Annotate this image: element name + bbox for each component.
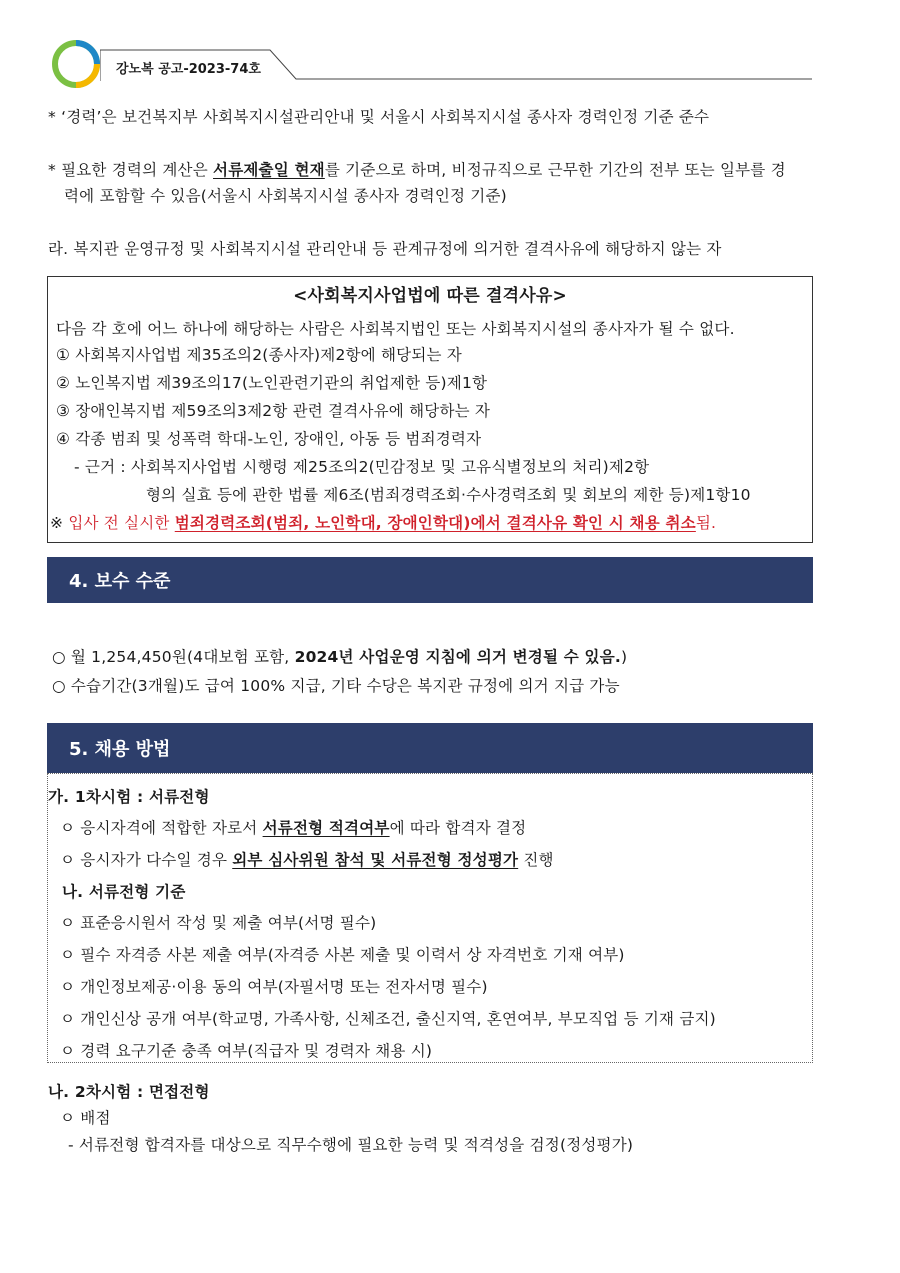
criminal-check-emphasis: 범죄경력조회(범죄, 노인학대, 장애인학대)에서 결격사유 확인 시 채용 취소 — [174, 514, 696, 532]
salary-change-emphasis: 2024년 사업운영 지침에 의거 변경될 수 있음. — [294, 648, 621, 666]
salary-line-2: ○ 수습기간(3개월)도 급여 100% 지급, 기타 수당은 복지관 규정에 의거 지급 가능 — [52, 677, 620, 695]
first-exam-item-2: ㅇ 응시자가 다수일 경우 외부 심사위원 참석 및 서류전형 정성평가 진행 — [60, 851, 554, 869]
legal-basis-1: - 근거 : 사회복지사업법 시행령 제25조의2(민감정보 및 고유식별정보의 처리)제2항 — [74, 458, 650, 476]
section-5-header — [47, 723, 813, 773]
external-reviewer-emphasis: 외부 심사위원 참석 및 서류전형 정성평가 — [232, 851, 519, 869]
note-mark: ※ — [50, 514, 64, 532]
screening-criteria-title: 나. 서류전형 기준 — [62, 883, 186, 901]
career-note-2: * 필요한 경력의 계산은 서류제출일 현재를 기준으로 하며, 비정규직으로 근무한 기간의 전부 또는 일부를 경 — [48, 161, 786, 179]
salary-line-1: ○ 월 1,254,450원(4대보험 포함, 2024년 사업운영 지침에 의거 변경될 수 있음.) — [52, 648, 628, 666]
criteria-item-1: ㅇ 표준응시원서 작성 및 제출 여부(서명 필수) — [60, 914, 377, 932]
disqualification-warning: ※ 입사 전 실시한 범죄경력조회(범죄, 노인학대, 장애인학대)에서 결격사유 확인 시 채용 취소됨. — [50, 514, 717, 532]
disqualification-item-4: ④ 각종 범죄 및 성폭력 학대-노인, 장애인, 아동 등 범죄경력자 — [56, 430, 482, 448]
submission-date-emphasis: 서류제출일 현재 — [213, 161, 325, 179]
second-exam-title: 나. 2차시험 : 면접전형 — [48, 1083, 210, 1101]
career-note-3: 력에 포함할 수 있음(서울시 사회복지시설 종사자 경력인정 기준) — [64, 187, 507, 205]
item-ra: 라. 복지관 운영규정 및 사회복지시설 관리안내 등 관계규정에 의거한 결격사유에 해당하지 않는 자 — [48, 240, 722, 258]
disqualification-title: <사회복지사업법에 따른 결격사유> — [293, 286, 567, 306]
screening-eligibility-emphasis: 서류전형 적격여부 — [262, 819, 390, 837]
section-4-header — [47, 557, 813, 603]
criteria-item-3: ㅇ 개인정보제공·이용 동의 여부(자필서명 또는 전자서명 필수) — [60, 978, 488, 996]
interview-detail: - 서류전형 합격자를 대상으로 직무수행에 필요한 능력 및 적격성을 검정(정성평가) — [68, 1136, 634, 1154]
section-4-title: 4. 보수 수준 — [69, 571, 171, 592]
notice-number: 강노복 공고-2023-74호 — [116, 62, 261, 77]
interview-item: ㅇ 배점 — [60, 1109, 111, 1127]
career-note-1: * ‘경력’은 보건복지부 사회복지시설관리안내 및 서울시 사회복지시설 종사자 경력인정 기준 준수 — [48, 108, 710, 126]
criteria-item-2: ㅇ 필수 자격증 사본 제출 여부(자격증 사본 제출 및 이력서 상 자격번호 기재 여부) — [60, 946, 625, 964]
legal-basis-2: 형의 실효 등에 관한 법률 제6조(범죄경력조회·수사경력조회 및 회보의 제한 등)제1항10 — [146, 486, 751, 504]
organization-logo-icon — [52, 40, 100, 88]
criteria-item-5: ㅇ 경력 요구기준 충족 여부(직급자 및 경력자 채용 시) — [60, 1042, 433, 1060]
disqualification-item-2: ② 노인복지법 제39조의17(노인관련기관의 취업제한 등)제1항 — [56, 374, 488, 392]
disqualification-intro: 다음 각 호에 어느 하나에 해당하는 사람은 사회복지법인 또는 사회복지시설의 종사자가 될 수 없다. — [56, 320, 735, 338]
first-exam-title: 가. 1차시험 : 서류전형 — [48, 788, 210, 806]
disqualification-item-1: ① 사회복지사업법 제35조의2(종사자)제2항에 해당되는 자 — [56, 346, 462, 364]
section-5-title: 5. 채용 방법 — [69, 739, 171, 760]
disqualification-item-3: ③ 장애인복지법 제59조의3제2항 관련 결격사유에 해당하는 자 — [56, 402, 491, 420]
first-exam-item-1: ㅇ 응시자격에 적합한 자로서 서류전형 적격여부에 따라 합격자 결정 — [60, 819, 527, 837]
criteria-item-4: ㅇ 개인신상 공개 여부(학교명, 가족사항, 신체조건, 출신지역, 혼연여부, 부모직업 등 기재 금지) — [60, 1010, 716, 1028]
